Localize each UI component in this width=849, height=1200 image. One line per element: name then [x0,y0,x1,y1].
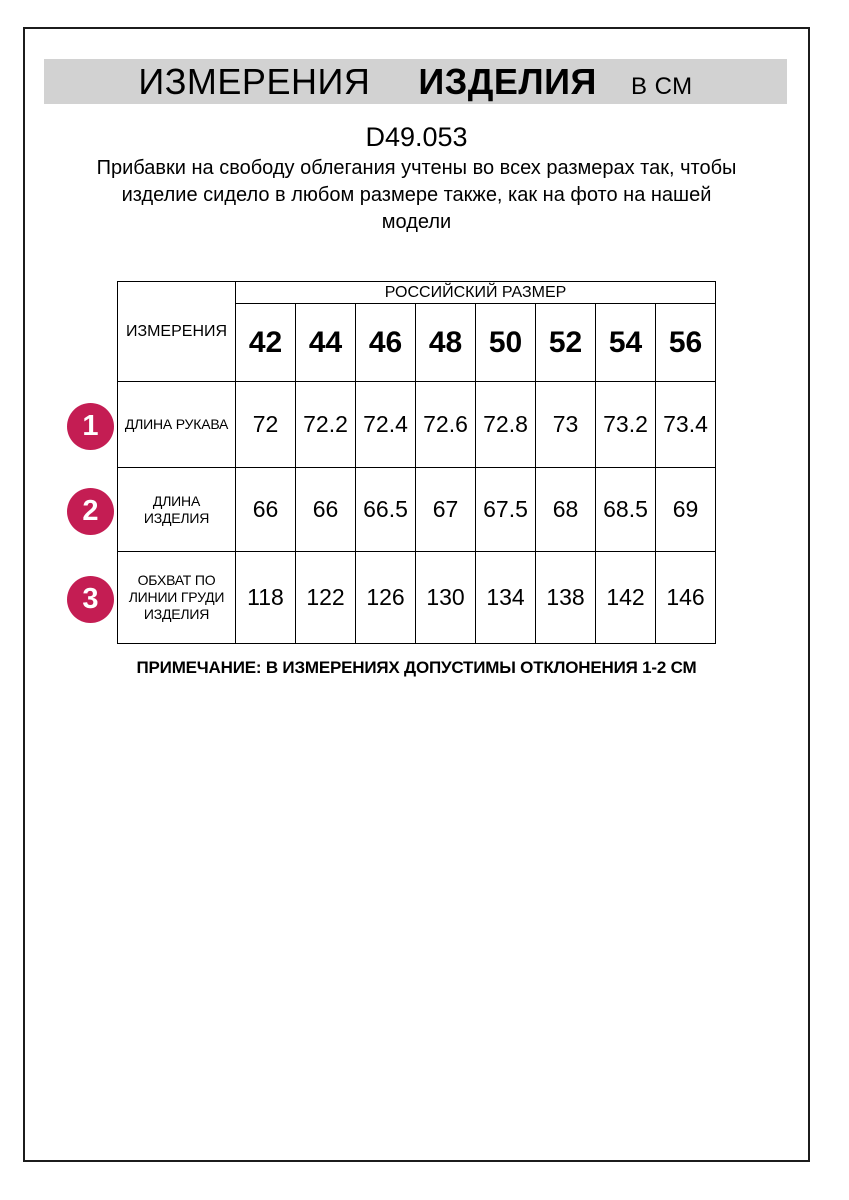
value-cell: 138 [536,552,596,644]
row-number-badge-2: 2 [67,488,114,535]
value-cell: 134 [476,552,536,644]
title-bar [44,59,787,104]
russian-size-header: РОССИЙСКИЙ РАЗМЕР [236,282,716,304]
value-cell: 130 [416,552,476,644]
value-cell: 73.2 [596,382,656,468]
measure-column-header: ИЗМЕРЕНИЯ [118,282,236,382]
value-cell: 72 [236,382,296,468]
fit-description-line: модели [381,211,452,233]
tolerance-note: ПРИМЕЧАНИЕ: В ИЗМЕРЕНИЯХ ДОПУСТИМЫ ОТКЛОНЕНИЯ 1-2 СМ [136,658,697,677]
fit-description-line: изделие сидело в любом размере также, как на фото на нашей [121,184,712,206]
value-cell: 68 [536,468,596,552]
row-label: ДЛИНА РУКАВА [118,382,236,468]
title-product: ИЗДЕЛИЯ [418,61,597,102]
value-cell: 73.4 [656,382,716,468]
size-cell: 42 [236,304,296,382]
value-cell: 66.5 [356,468,416,552]
value-cell: 122 [296,552,356,644]
value-cell: 67.5 [476,468,536,552]
size-cell: 56 [656,304,716,382]
row-number-badge-3: 3 [67,576,114,623]
value-cell: 66 [296,468,356,552]
fit-description [47,155,787,236]
size-cell: 48 [416,304,476,382]
size-cell: 44 [296,304,356,382]
row-label: ОБХВАТ ПО ЛИНИИ ГРУДИ ИЗДЕЛИЯ [118,552,236,644]
value-cell: 66 [236,468,296,552]
size-cell: 46 [356,304,416,382]
value-cell: 146 [656,552,716,644]
value-cell: 68.5 [596,468,656,552]
row-label: ДЛИНА ИЗДЕЛИЯ [118,468,236,552]
title-unit: В СМ [630,73,693,100]
table-row-sleeve-length [118,382,716,468]
value-cell: 72.4 [356,382,416,468]
value-cell: 72.8 [476,382,536,468]
title-measurements: ИЗМЕРЕНИЯ [138,61,371,102]
value-cell: 67 [416,468,476,552]
table-row-product-length [118,468,716,552]
value-cell: 142 [596,552,656,644]
value-cell: 118 [236,552,296,644]
value-cell: 72.2 [296,382,356,468]
fit-description-line: Прибавки на свободу облегания учтены во всех размерах так, чтобы [96,157,737,179]
size-cell: 54 [596,304,656,382]
row-number-badge-1: 1 [67,403,114,450]
table-row-chest-girth [118,552,716,644]
value-cell: 73 [536,382,596,468]
article-number: D49.053 [365,122,468,152]
size-table [117,281,716,644]
value-cell: 69 [656,468,716,552]
size-cell: 50 [476,304,536,382]
value-cell: 126 [356,552,416,644]
value-cell: 72.6 [416,382,476,468]
document-page [23,27,810,1162]
size-cell: 52 [536,304,596,382]
